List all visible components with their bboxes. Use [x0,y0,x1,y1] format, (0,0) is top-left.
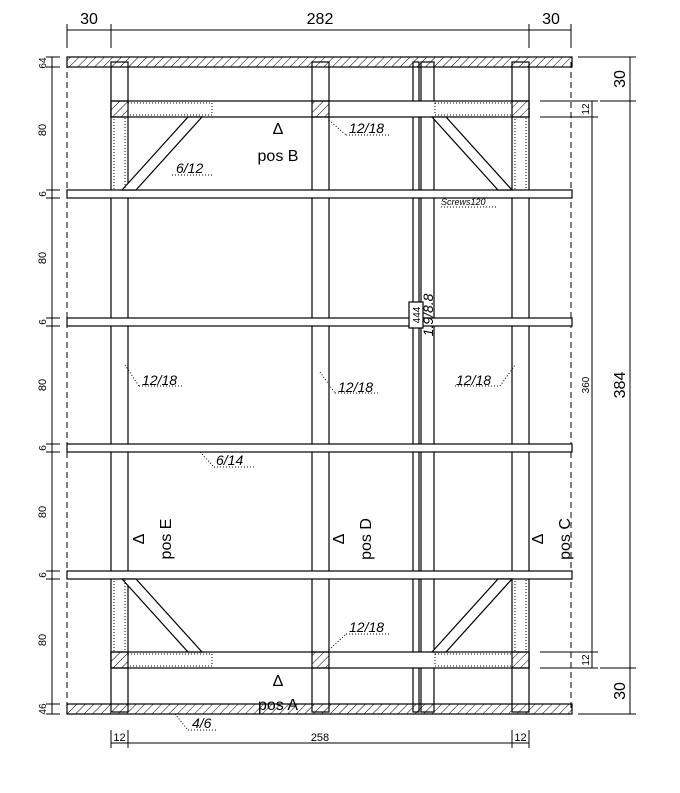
dim-top-right: 30 [542,11,560,28]
label-beam-top: 12/18 [349,120,385,136]
dim-left-6: 6 [38,445,49,451]
dim-right-inner-top: 12 [581,103,592,115]
label-beam-bottom: 12/18 [349,619,385,635]
dim-right-inner-bottom: 12 [581,654,592,666]
dim-left-8: 6 [38,572,49,578]
bottom-beam [111,652,529,668]
label-brace-top-left: 6/12 [176,160,204,176]
label-center-small: 444 [412,306,423,324]
dim-top-left: 30 [80,11,98,28]
post-center-thin-2 [421,62,434,712]
dim-top-mid: 282 [306,11,334,28]
dim-left-5: 80 [37,378,49,392]
dim-top [67,11,571,48]
pos-e-label: pos E [158,518,175,560]
bottom-plate [67,704,572,714]
pos-b-marker: Δ [272,121,284,138]
label-post-right: 12/18 [456,372,492,388]
pos-d-marker: Δ [331,533,348,545]
pos-e-marker: Δ [131,533,148,545]
dim-left-9: 80 [37,633,49,647]
dim-left-7: 80 [37,505,49,519]
label-screws: Screws120 [441,197,486,207]
pos-c-label: pos C [557,518,574,560]
pos-c-marker: Δ [530,533,547,545]
dim-left-0: 64 [38,57,49,69]
pos-a-label: pos A [257,697,299,714]
dim-left-1: 80 [37,123,49,137]
dim-left [37,57,60,715]
dim-left-2: 6 [38,191,49,197]
dim-left-4: 6 [38,319,49,325]
label-rail: 6/14 [216,452,244,468]
post-center-thin [413,62,419,712]
pos-a-marker: Δ [272,673,284,690]
post-middle [312,62,329,712]
dim-bottom [111,730,529,748]
dim-left-10: 46 [38,703,49,715]
label-center-section: 1.9/8.8 [420,293,436,337]
pos-d-label: pos D [358,518,375,560]
dim-left-3: 80 [37,251,49,265]
dim-bottom-left: 12 [113,732,126,744]
dim-bottom-mid: 258 [310,732,330,744]
label-bottom-plank: 4/6 [192,715,212,731]
dim-bottom-right: 12 [514,732,527,744]
pos-b-label: pos B [257,148,299,165]
dim-right-inner [540,101,598,668]
label-post-left: 12/18 [142,372,178,388]
dim-right-outer-bottom: 30 [612,682,629,700]
top-beam [111,101,529,117]
dim-right-inner-total: 360 [581,376,592,394]
label-post-mid: 12/18 [338,379,374,395]
top-plate [67,57,572,67]
dim-right-outer-total: 384 [612,371,629,399]
dim-right-outer-top: 30 [612,70,629,88]
